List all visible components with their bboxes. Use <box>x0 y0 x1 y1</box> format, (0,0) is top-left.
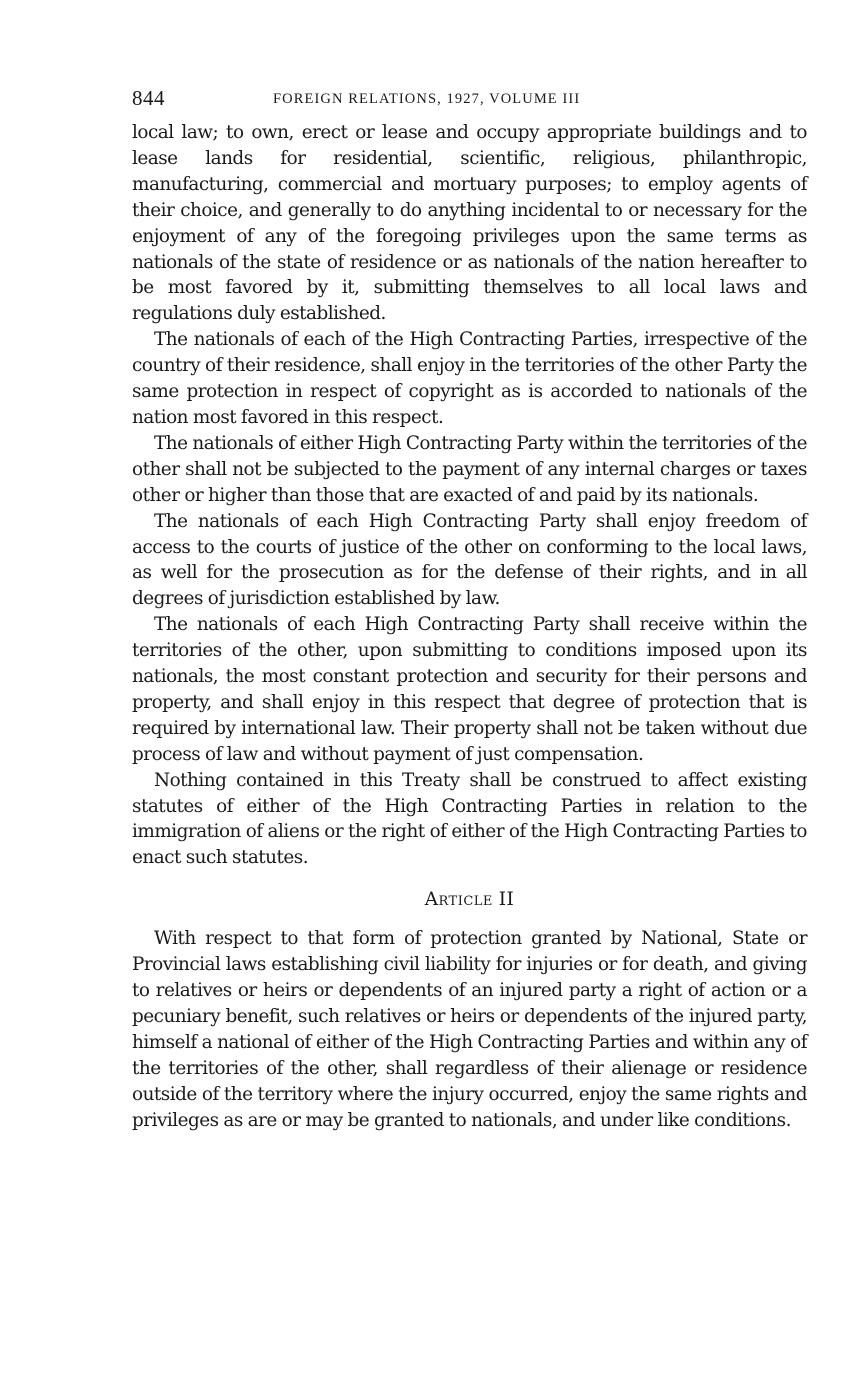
document-page <box>132 86 807 1134</box>
paragraph: The nationals of each of the High Contracting Parties, irrespective of the country of their residence, shall enjoy in the territories of the other Party the same protection in respect of copyright as is accorded to nationals of the nation most favored in this respect. <box>132 329 807 428</box>
paragraph: The nationals of either High Contracting Party within the territories of the other shall not be subjected to the payment of any internal charges or taxes other or higher than those that are exacted of and paid by its nationals. <box>132 432 807 506</box>
header-title: FOREIGN RELATIONS, 1927, VOLUME III <box>273 91 581 107</box>
article-heading <box>132 887 807 913</box>
article-number: II <box>498 889 515 911</box>
paragraph: The nationals of each High Contracting Party shall enjoy freedom of access to the courts of justice of the other on conforming to the local laws, as well for the prosecution as for the defense of their rights, and in all degrees of jurisdiction established by law. <box>132 510 807 610</box>
running-head <box>132 86 807 120</box>
page-number: 844 <box>132 86 165 110</box>
paragraph: With respect to that form of protection granted by National, State or Provincial laws establishing civil liability for injuries or for death, and giving to relatives or heirs or dependents of an injured party a right of action or a pecuniary benefit, such relatives or heirs or dependents of the injured party, himself a national of either of the High Contracting Parties and within any of the territories of the other, shall regardless of their alienage or residence outside of the territory where the injury occurred, enjoy the same rights and privileges as are or may be granted to nationals, and under like conditions. <box>132 928 807 1131</box>
paragraph: local law; to own, erect or lease and occupy appropriate buildings and to lease lands for residential, scientific, religious, philanthropic, manufacturing, commercial and mortuary purposes; to employ agents of their choice, and generally to do anything incidental to or necessary for the enjoyment of any of the foregoing privileges upon the same terms as nationals of the state of residence or as nationals of the nation hereafter to be most favored by it, submitting themselves to all local laws and regulations duly established. <box>132 122 807 325</box>
paragraph: The nationals of each High Contracting Party shall receive within the territories of the other, upon submitting to conditions imposed upon its nationals, the most constant protection and security for their persons and property, and shall enjoy in this respect that degree of protection that is required by international law. Their property shall not be taken without due process of law and without payment of just compensation. <box>132 614 807 765</box>
body-text <box>132 120 807 1134</box>
paragraph: Nothing contained in this Treaty shall be construed to affect existing statutes of either of the High Contracting Parties in relation to the immigration of aliens or the right of either of the High Contracting Parties to enact such statutes. <box>132 769 807 869</box>
article-label: Article <box>424 889 493 911</box>
